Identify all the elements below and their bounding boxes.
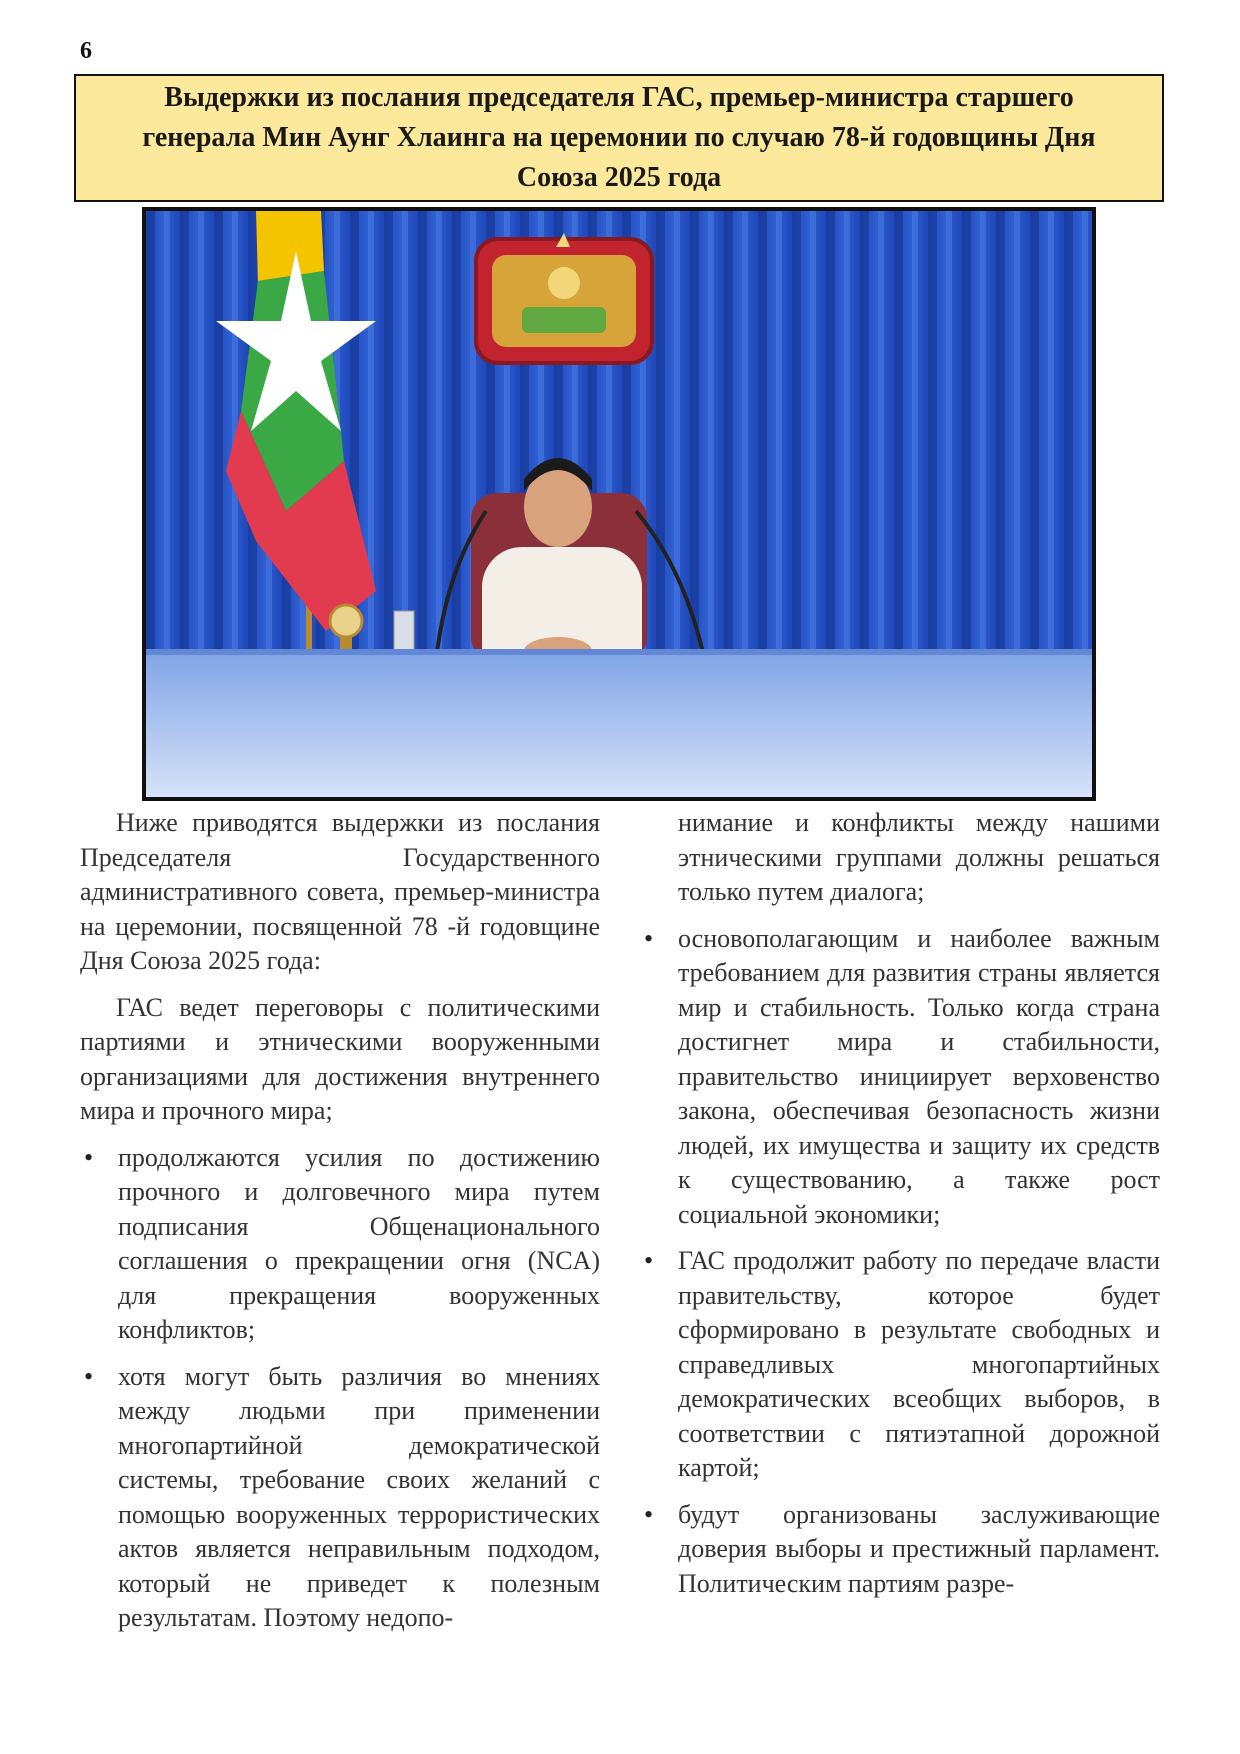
page-title: Выдержки из послания председателя ГАС, премьер-министра старшего генерала Мин Аунг Хлаинга на церемонии по случаю 78-й годовщины Дня Союза 2025 года xyxy=(142,82,1096,193)
ceremony-photo-illustration xyxy=(146,211,1092,797)
ceremony-photo xyxy=(142,207,1096,801)
state-emblem xyxy=(476,233,652,363)
pen-holder xyxy=(394,611,414,653)
list-item: • основополагающим и наиболее важным требованием для развития страны является мир и стабильность. Только когда страна достигнет мира и стабильности, правительство инициирует верховенство закона, обеспечивая безопасность жизни людей, их имущества и защиту их средств к существованию, а также рост социальной экономики; xyxy=(640,922,1160,1233)
right-bullet-list xyxy=(640,922,1160,1602)
list-item: • хотя могут быть различия во мнениях между людьми при применении многопартийной демократической системы, требование своих желаний с помощью вооруженных террористических актов является неправильным подходом, который не приведет к полезным результатам. Поэтому недопо- xyxy=(80,1360,600,1636)
right-column xyxy=(640,806,1160,1613)
continued-paragraph: нимание и конфликты между нашими этническими группами должны решаться только путем диалога; xyxy=(678,808,1160,906)
title-box xyxy=(74,74,1164,202)
left-column xyxy=(80,806,600,1648)
desk xyxy=(146,649,1092,797)
list-item: • будут организованы заслуживающие доверия выборы и престижный парламент. Политическим партиям разре- xyxy=(640,1498,1160,1602)
intro-paragraph: Ниже приводятся выдержки из послания Председателя Государственного административного совета, премьер-министра на церемонии, посвященной 78 -й годовщине Дня Союза 2025 года: xyxy=(80,808,600,975)
list-item: • ГАС продолжит работу по передаче власти правительству, которое будет сформировано в результате свободных и справедливых многопартийных демократических всеобщих выборов, в соответствии с пятиэтапной дорожной картой; xyxy=(640,1244,1160,1486)
page-number: 6 xyxy=(80,38,92,64)
left-bullet-list xyxy=(80,1141,600,1636)
lead-paragraph: ГАС ведет переговоры с политическими партиями и этническими вооруженными организациями для достижения внутреннего мира и прочного мира; xyxy=(80,992,600,1125)
list-item: • продолжаются усилия по достижению прочного и долговечного мира путем подписания Общенационального соглашения о прекращении огня (NCA) для прекращения вооруженных конфликтов; xyxy=(80,1141,600,1348)
